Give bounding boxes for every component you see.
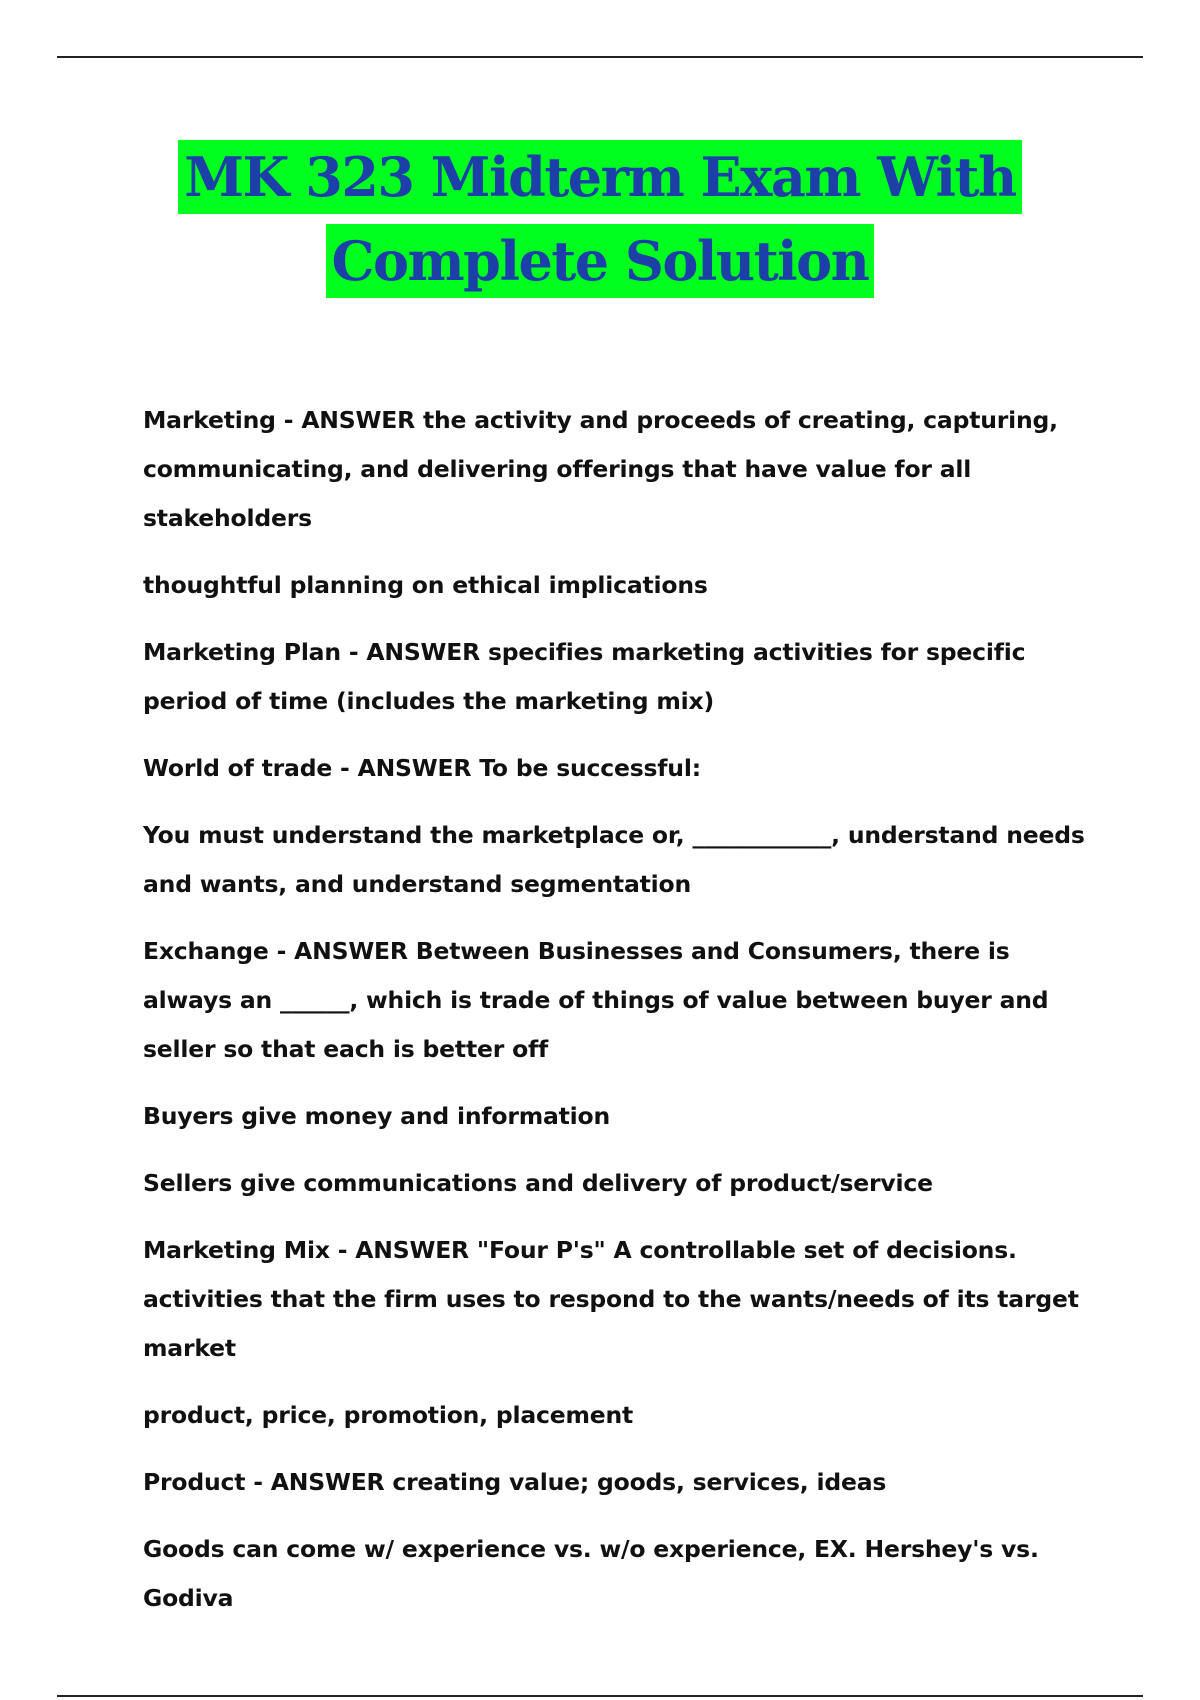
paragraph-marketing: Marketing - ANSWER the activity and proceeds of creating, capturing, communicating, and delivering offerings that have value for all stakeholders (143, 406, 1058, 532)
paragraph-exchange: Exchange - ANSWER Between Businesses and Consumers, there is always an ______, which is trade of things of value between buyer and seller so that each is better off (143, 937, 1049, 1063)
paragraph-buyers: Buyers give money and information (143, 1102, 611, 1130)
top-rule (57, 56, 1143, 58)
paragraph-product: Product - ANSWER creating value; goods, services, ideas (143, 1468, 887, 1496)
title-line-1: MK 323 Midterm Exam With (178, 140, 1021, 214)
paragraph-understand-marketplace: You must understand the marketplace or, ____________, understand needs and wants, and understand segmentation (143, 821, 1085, 898)
bottom-rule (57, 1695, 1143, 1697)
paragraph-four-ps: product, price, promotion, placement (143, 1401, 634, 1429)
title-line-2: Complete Solution (326, 224, 875, 298)
paragraph-goods: Goods can come w/ experience vs. w/o experience, EX. Hershey's vs. Godiva (143, 1535, 1039, 1612)
paragraph-marketing-mix: Marketing Mix - ANSWER "Four P's" A controllable set of decisions. activities that the firm uses to respond to the wants/needs of its target market (143, 1236, 1079, 1362)
paragraph-sellers: Sellers give communications and delivery of product/service (143, 1169, 933, 1197)
document-body (143, 396, 1103, 1641)
paragraph-ethical-planning: thoughtful planning on ethical implications (143, 571, 708, 599)
paragraph-marketing-plan: Marketing Plan - ANSWER specifies marketing activities for specific period of time (includes the marketing mix) (143, 638, 1026, 715)
document-title (0, 140, 1200, 308)
paragraph-world-of-trade: World of trade - ANSWER To be successful: (143, 754, 701, 782)
